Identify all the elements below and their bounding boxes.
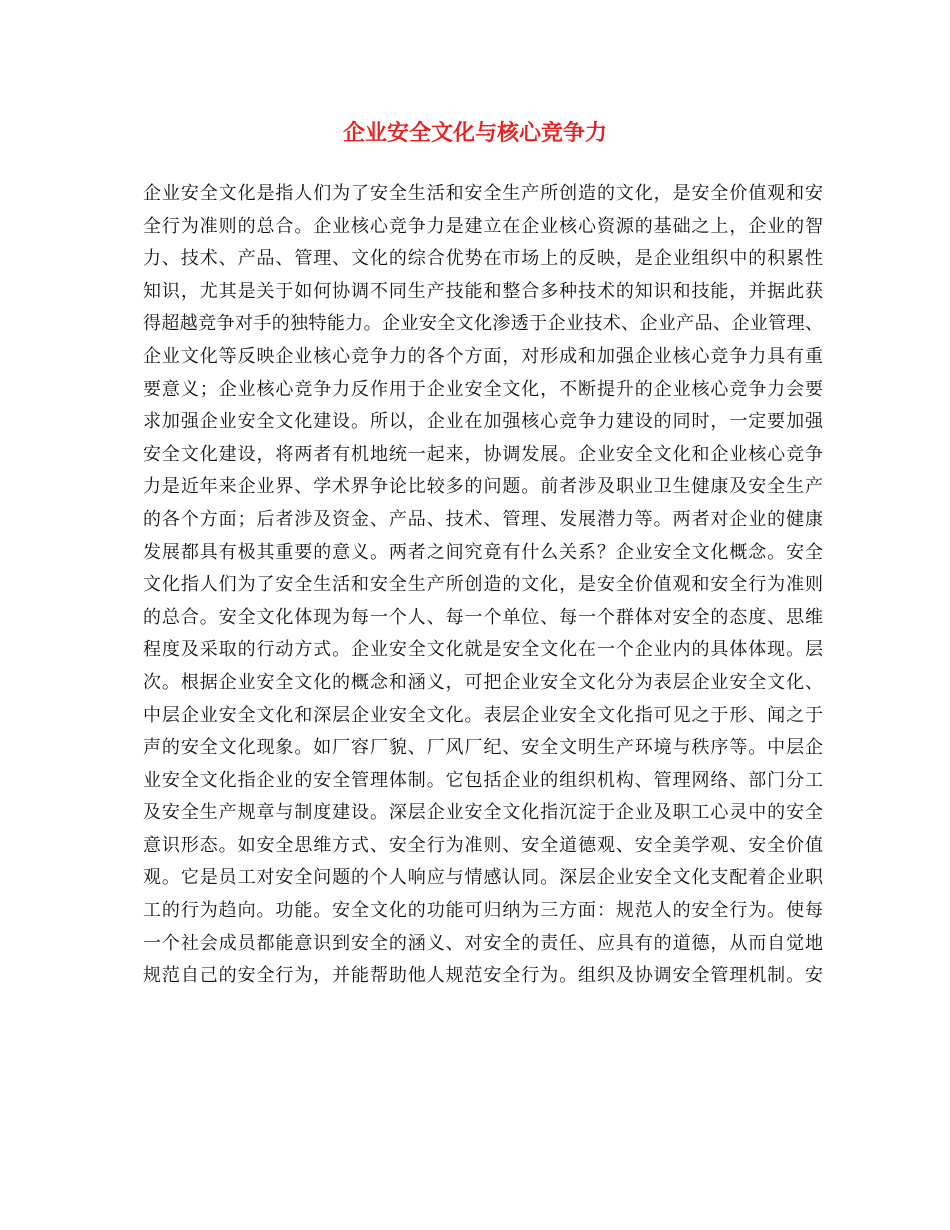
body-line: 及安全生产规章与制度建设。深层企业安全文化指沉淀于企业及职工心灵中的安全	[143, 802, 823, 824]
body-line: 企业文化等反映企业核心竞争力的各个方面，对形成和加强企业核心竞争力具有重	[143, 345, 823, 367]
body-line: 文化指人们为了安全生活和安全生产所创造的文化，是安全价值观和安全行为准则	[143, 574, 823, 596]
body-line: 一个社会成员都能意识到安全的涵义、对安全的责任、应具有的道德，从而自觉地	[143, 932, 823, 954]
body-line: 知识，尤其是关于如何协调不同生产技能和整合多种技术的知识和技能，并据此获	[143, 280, 823, 302]
body-line: 规范自己的安全行为，并能帮助他人规范安全行为。组织及协调安全管理机制。安	[143, 965, 823, 987]
body-line: 观。它是员工对安全问题的个人响应与情感认同。深层企业安全文化支配着企业职	[143, 867, 823, 889]
body-line: 发展都具有极其重要的意义。两者之间究竟有什么关系？企业安全文化概念。安全	[143, 541, 823, 563]
document-body	[143, 178, 823, 993]
document-title: 企业安全文化与核心竞争力	[342, 120, 607, 146]
body-line: 要意义；企业核心竞争力反作用于企业安全文化，不断提升的企业核心竞争力会要	[143, 378, 823, 400]
body-line: 企业安全文化是指人们为了安全生活和安全生产所创造的文化，是安全价值观和安	[143, 183, 823, 204]
body-line: 中层企业安全文化和深层企业安全文化。表层企业安全文化指可见之于形、闻之于	[143, 704, 823, 726]
body-line: 安全文化建设，将两者有机地统一起来，协调发展。企业安全文化和企业核心竞争	[143, 443, 823, 465]
body-line: 意识形态。如安全思维方式、安全行为准则、安全道德观、安全美学观、安全价值	[143, 834, 823, 856]
body-line: 工的行为趋向。功能。安全文化的功能可归纳为三方面：规范人的安全行为。使每	[143, 900, 823, 922]
body-line: 次。根据企业安全文化的概念和涵义，可把企业安全文化分为表层企业安全文化、	[143, 671, 823, 693]
body-line: 的总合。安全文化体现为每一个人、每一个单位、每一个群体对安全的态度、思维	[143, 606, 823, 628]
body-line: 业安全文化指企业的安全管理体制。它包括企业的组织机构、管理网络、部门分工	[143, 769, 823, 791]
body-line: 全行为准则的总合。企业核心竞争力是建立在企业核心资源的基础之上，企业的智	[143, 215, 823, 237]
body-line: 力是近年来企业界、学术界争论比较多的问题。前者涉及职业卫生健康及安全生产	[143, 476, 823, 498]
body-line: 的各个方面；后者涉及资金、产品、技术、管理、发展潜力等。两者对企业的健康	[143, 508, 823, 530]
body-line: 力、技术、产品、管理、文化的综合优势在市场上的反映，是企业组织中的积累性	[143, 248, 823, 270]
body-line: 求加强企业安全文化建设。所以，企业在加强核心竞争力建设的同时，一定要加强	[143, 411, 823, 433]
body-line: 程度及采取的行动方式。企业安全文化就是安全文化在一个企业内的具体体现。层	[143, 639, 823, 661]
body-line: 声的安全文化现象。如厂容厂貌、厂风厂纪、安全文明生产环境与秩序等。中层企	[143, 737, 823, 759]
body-line: 得超越竞争对手的独特能力。企业安全文化渗透于企业技术、企业产品、企业管理、	[143, 313, 823, 335]
